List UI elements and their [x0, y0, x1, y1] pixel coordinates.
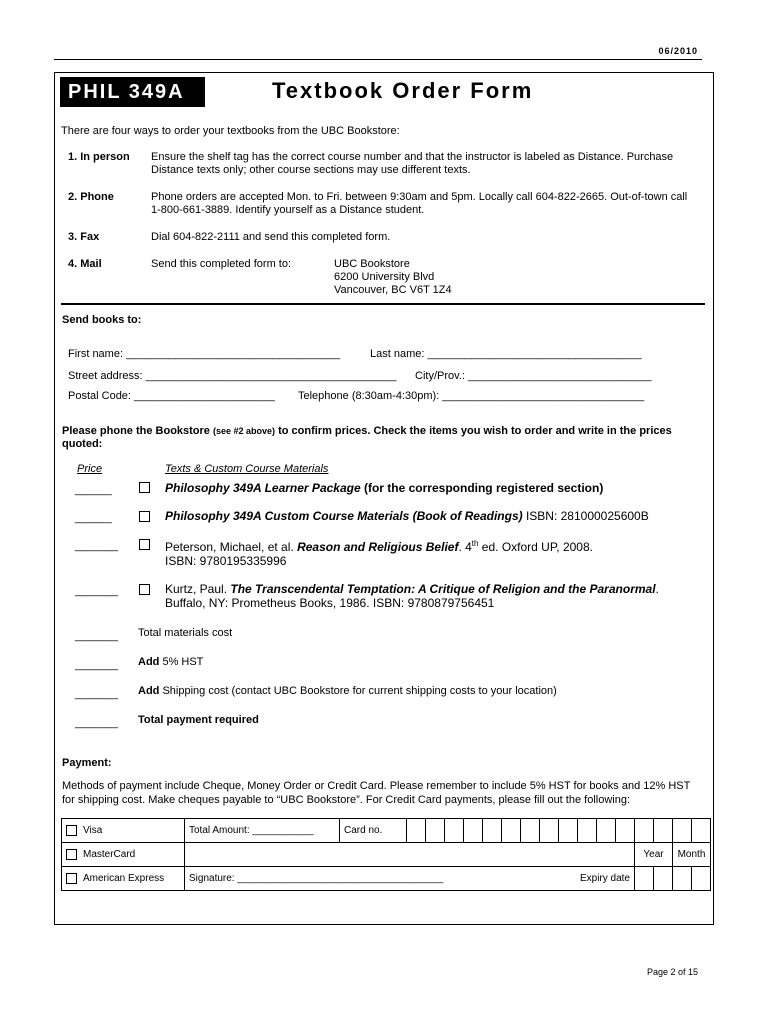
texts-column-header: Texts & Custom Course Materials	[165, 463, 329, 475]
card-digit[interactable]	[407, 819, 426, 843]
card-digit[interactable]	[445, 819, 464, 843]
mastercard-checkbox[interactable]	[66, 849, 77, 860]
total-text: 5% HST	[159, 656, 204, 668]
year-label: Year	[635, 843, 673, 867]
total-bold: Add	[138, 656, 160, 668]
last-name-field[interactable]: Last name: ___________________________________	[370, 348, 642, 360]
card-digit[interactable]	[502, 819, 521, 843]
expiry-digit[interactable]	[635, 867, 654, 891]
expiry-digit[interactable]	[692, 867, 711, 891]
item-isbn: Buffalo, NY: Prometheus Books, 1986. ISBN: 9780879756451	[165, 596, 495, 610]
total-payment-label	[138, 714, 259, 726]
amex-label: American Express	[83, 873, 165, 885]
street-address-field[interactable]: Street address: _________________________________________	[68, 370, 397, 382]
item-author: Kurtz, Paul.	[165, 582, 231, 596]
visa-checkbox[interactable]	[66, 825, 77, 836]
send-books-heading: Send books to:	[62, 314, 142, 326]
section-divider	[61, 303, 705, 305]
address-line: 6200 University Blvd	[334, 271, 435, 283]
address-line: UBC Bookstore	[334, 258, 410, 270]
total-blank[interactable]: _______	[75, 630, 118, 642]
credit-card-table	[61, 818, 711, 891]
total-amount-field[interactable]: Total Amount: ___________	[185, 819, 340, 843]
item-detail: ISBN: 281000025600B	[522, 509, 649, 523]
item-checkbox[interactable]	[139, 482, 150, 493]
intro-text: There are four ways to order your textbooks from the UBC Bookstore:	[61, 125, 400, 137]
instruction-text: to confirm prices. Check the items you wish to order and write in the prices quoted:	[62, 425, 672, 450]
total-text: Total materials cost	[138, 627, 233, 639]
item-author: Peterson, Michael, et al.	[165, 540, 298, 554]
item-kurtz	[165, 582, 659, 610]
item-detail: ed. Oxford UP, 2008.	[478, 540, 593, 554]
card-digit[interactable]	[597, 819, 616, 843]
item-isbn: ISBN: 9780195335996	[165, 554, 287, 568]
total-text: Shipping cost (contact UBC Bookstore for current shipping costs to your location)	[159, 685, 557, 697]
payment-heading: Payment:	[62, 757, 112, 769]
expiry-digit[interactable]	[673, 867, 692, 891]
method-label-phone: 2. Phone	[68, 191, 114, 203]
mail-address	[334, 258, 452, 297]
card-digit[interactable]	[540, 819, 559, 843]
visa-label: Visa	[83, 825, 103, 837]
hst-label	[138, 656, 203, 668]
month-label: Month	[673, 843, 711, 867]
form-date: 06/2010	[658, 46, 698, 56]
item-learner-package	[165, 481, 603, 495]
signature-text: Signature: _____________________________________	[189, 873, 444, 884]
total-materials-label	[138, 627, 232, 639]
total-bold: Add	[138, 685, 160, 697]
item-detail: . 4	[458, 540, 472, 554]
total-bold: Total payment required	[138, 714, 259, 726]
method-label-in-person: 1. In person	[68, 151, 130, 163]
visa-option[interactable]	[62, 819, 185, 843]
course-code-badge: PHIL 349A	[60, 77, 205, 107]
card-digit[interactable]	[521, 819, 540, 843]
price-blank[interactable]: ______	[75, 484, 112, 496]
first-name-field[interactable]: First name: ___________________________________	[68, 348, 341, 360]
method-text-phone: Phone orders are accepted Mon. to Fri. between 9:30am and 5pm. Locally call 604-822-2665. Out-of-town call 1-800-661-3889. Identify yourself as a Distance student.	[151, 191, 688, 216]
method-text-fax: Dial 604-822-2111 and send this completed form.	[151, 231, 391, 243]
price-blank[interactable]: ______	[75, 512, 112, 524]
hst-blank[interactable]: _______	[75, 659, 118, 671]
item-checkbox[interactable]	[139, 584, 150, 595]
item-title: Reason and Religious Belief	[297, 540, 459, 554]
card-digit[interactable]	[692, 819, 711, 843]
item-detail: th	[471, 539, 479, 548]
payment-text: Methods of payment include Cheque, Money Order or Credit Card. Please remember to include 5% HST for books and 12% HST for shipping cost. Make cheques payable to “UBC Bookstore”. For Credit Card payments, please fill out the following:	[62, 780, 691, 806]
item-detail: (for the corresponding registered section)	[360, 481, 604, 495]
telephone-field[interactable]: Telephone (8:30am-4:30pm): _________________________________	[298, 390, 645, 402]
top-rule	[54, 59, 702, 60]
price-blank[interactable]: _______	[75, 540, 118, 552]
item-title: Philosophy 349A Custom Course Materials (Book of Readings)	[165, 509, 523, 523]
amex-option[interactable]	[62, 867, 185, 891]
city-prov-field[interactable]: City/Prov.: ______________________________	[415, 370, 652, 382]
amex-checkbox[interactable]	[66, 873, 77, 884]
item-course-materials	[165, 509, 649, 523]
card-digit[interactable]	[464, 819, 483, 843]
shipping-blank[interactable]: _______	[75, 688, 118, 700]
total-payment-blank[interactable]: _______	[75, 717, 118, 729]
card-digit[interactable]	[483, 819, 502, 843]
item-title: The Transcendental Temptation: A Critique of Religion and the Paranormal	[230, 582, 656, 596]
card-digit[interactable]	[426, 819, 445, 843]
card-digit[interactable]	[559, 819, 578, 843]
price-blank[interactable]: _______	[75, 585, 118, 597]
instruction-note: (see #2 above)	[212, 426, 276, 436]
mastercard-option[interactable]	[62, 843, 185, 867]
price-column-header: Price	[77, 463, 103, 475]
method-label-fax: 3. Fax	[68, 231, 100, 243]
card-digit[interactable]	[635, 819, 654, 843]
signature-field[interactable]	[185, 867, 635, 891]
mastercard-label: MasterCard	[83, 849, 136, 861]
shipping-label	[138, 685, 557, 697]
method-text-mail: Send this completed form to:	[151, 258, 292, 270]
postal-code-field[interactable]: Postal Code: _______________________	[68, 390, 275, 402]
card-digit[interactable]	[616, 819, 635, 843]
expiry-digit[interactable]	[654, 867, 673, 891]
item-detail: .	[655, 582, 659, 596]
card-no-label: Card no.	[340, 819, 407, 843]
method-label-mail: 4. Mail	[68, 258, 102, 270]
page-title: Textbook Order Form	[272, 78, 534, 103]
card-digit[interactable]	[578, 819, 597, 843]
blank-cell	[185, 843, 635, 867]
page-number: Page 2 of 15	[646, 967, 698, 977]
card-digit[interactable]	[673, 819, 692, 843]
item-checkbox[interactable]	[139, 539, 150, 550]
order-instructions	[62, 425, 702, 451]
address-line: Vancouver, BC V6T 1Z4	[334, 284, 452, 296]
item-checkbox[interactable]	[139, 511, 150, 522]
method-text-in-person: Ensure the shelf tag has the correct course number and that the instructor is labeled as Distance. Purchase Distance texts only; other course sections may use different texts.	[151, 151, 674, 176]
item-peterson	[165, 537, 593, 568]
expiry-label: Expiry date	[579, 873, 630, 884]
instruction-text: Please phone the Bookstore	[62, 425, 213, 437]
card-digit[interactable]	[654, 819, 673, 843]
item-title: Philosophy 349A Learner Package	[165, 481, 361, 495]
